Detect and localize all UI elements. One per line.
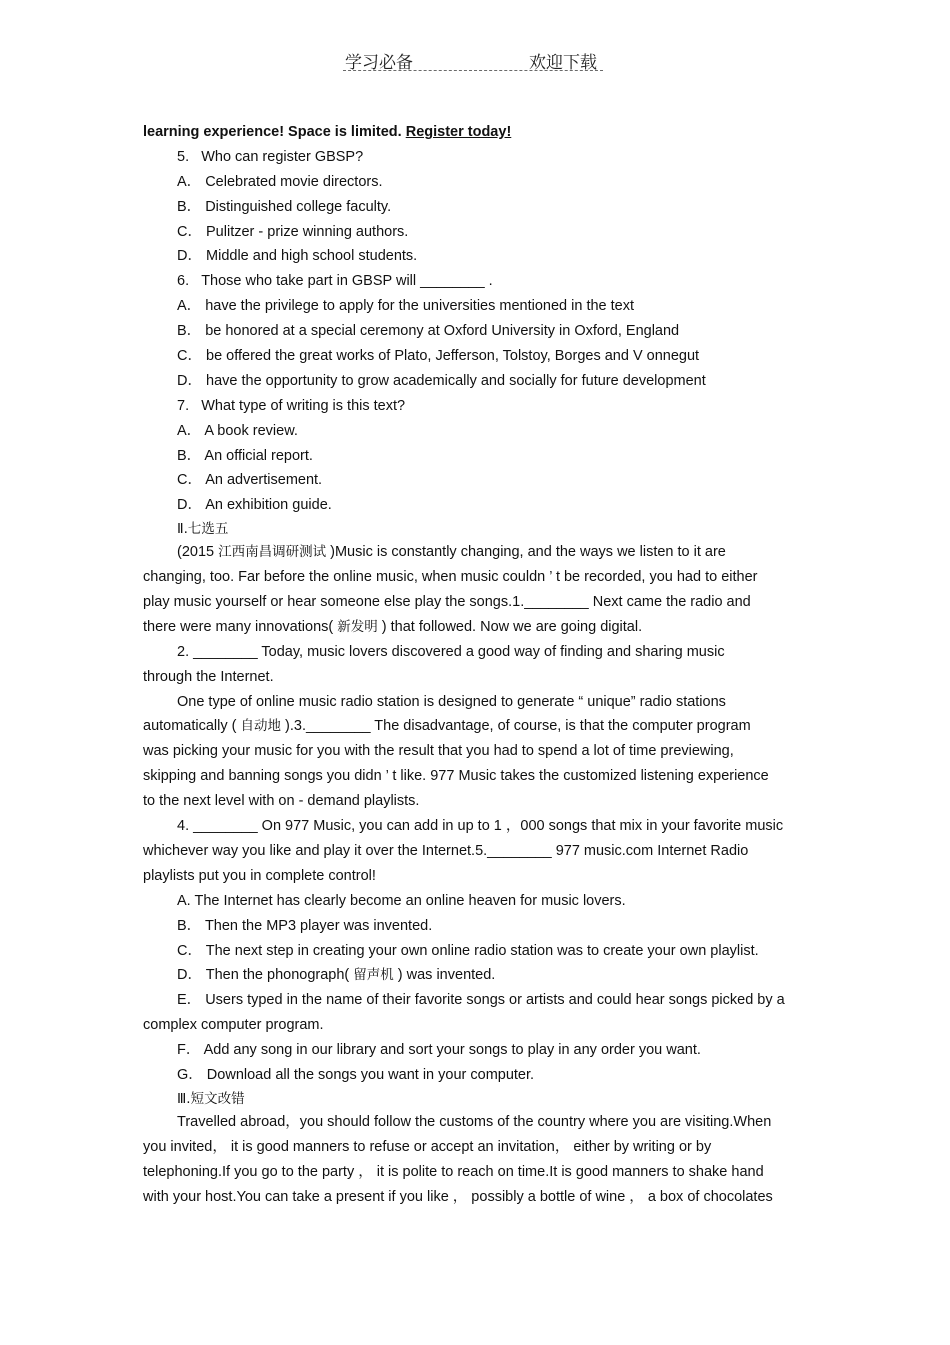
- passage-line: skipping and banning songs you didn ’ t like. 977 Music takes the customized listening experience: [143, 768, 769, 785]
- document-body: [143, 120, 808, 1209]
- passage-line: you invited， it is good manners to refuse or accept an invitation， either by writing or by: [143, 1138, 712, 1155]
- option-letter: B．: [177, 323, 202, 340]
- option-letter: C．: [177, 223, 202, 240]
- option-text: be honored at a special ceremony at Oxford University in Oxford, England: [205, 323, 680, 340]
- question-stem: What type of writing is this text?: [201, 397, 406, 414]
- option-text: Distinguished college faculty.: [205, 198, 392, 215]
- passage-line: Travelled abroad，you should follow the customs of the country where you are visiting.When: [177, 1113, 772, 1130]
- option-letter: A．: [177, 173, 202, 190]
- option-row: [143, 344, 808, 369]
- choice-option-e: E． Users typed in the name of their favorite songs or artists and could hear songs picked by a: [177, 992, 785, 1009]
- passage-line: playlists put you in complete control!: [143, 867, 376, 884]
- choice-option-e-cont: complex computer program.: [143, 1017, 324, 1034]
- question-stem: Those who take part in GBSP will ________ .: [201, 273, 493, 290]
- passage-text: automatically (: [143, 718, 241, 735]
- question-number: 5.: [177, 148, 190, 165]
- option-text: D． Then the phonograph(: [177, 967, 354, 984]
- choice-option-d: [143, 963, 808, 988]
- option-row: [143, 493, 808, 518]
- choice-option-g: G． Download all the songs you want in your computer.: [177, 1066, 535, 1083]
- question-stem: Who can register GBSP?: [201, 148, 364, 165]
- option-text: A book review.: [204, 422, 298, 439]
- choice-option-f: F． Add any song in our library and sort your songs to play in any order you want.: [177, 1042, 701, 1059]
- option-letter: A．: [177, 422, 202, 439]
- passage-line: One type of online music radio station is designed to generate “ unique” radio stations: [177, 693, 726, 710]
- question-5: [143, 145, 808, 170]
- passage-line: to the next level with on - demand playlists.: [143, 793, 420, 810]
- header-divider: [343, 70, 603, 71]
- passage-line: changing, too. Far before the online music, when music couldn ’ t be recorded, you had to either: [143, 569, 758, 586]
- passage-text: ) that followed. Now we are going digital.: [377, 618, 643, 635]
- passage-text-cjk: 自动地: [240, 718, 282, 735]
- option-text: Celebrated movie directors.: [205, 173, 383, 190]
- option-letter: B．: [177, 198, 202, 215]
- choice-option-c: C． The next step in creating your own online radio station was to create your own playlist.: [177, 942, 759, 959]
- option-row: [143, 419, 808, 444]
- option-text: Middle and high school students.: [206, 248, 418, 265]
- option-row: [143, 220, 808, 245]
- passage-line: [143, 540, 808, 565]
- question-number: 6.: [177, 273, 190, 290]
- option-letter: B．: [177, 447, 202, 464]
- option-row: [143, 244, 808, 269]
- page-header: [343, 46, 603, 72]
- register-link[interactable]: Register today!: [405, 124, 512, 140]
- section-3-title: Ⅲ.短文改错: [177, 1090, 245, 1107]
- option-text: have the opportunity to grow academically and socially for future development: [206, 372, 706, 389]
- passage-line: 2. ________ Today, music lovers discovered a good way of finding and sharing music: [177, 643, 725, 660]
- header-left-text: 学习必备: [345, 53, 413, 73]
- option-letter: D．: [177, 372, 202, 389]
- passage-text: there were many innovations(: [143, 618, 338, 635]
- passage-line: 4. ________ On 977 Music, you can add in up to 1 ，000 songs that mix in your favorite music: [177, 818, 784, 835]
- passage-text-cjk: 新发明: [337, 618, 378, 635]
- option-row: [143, 319, 808, 344]
- passage-line: with your host.You can take a present if you like ， possibly a bottle of wine ， a box of chocolates: [143, 1188, 773, 1205]
- option-text: An advertisement.: [205, 472, 323, 489]
- intro-text: learning experience! Space is limited.: [143, 124, 406, 140]
- choice-option-a: A. The Internet has clearly become an online heaven for music lovers.: [177, 892, 626, 909]
- passage-text: )Music is constantly changing, and the ways we listen to it are: [326, 544, 726, 561]
- option-row: [143, 444, 808, 469]
- passage-line: [143, 615, 808, 640]
- passage-line: through the Internet.: [143, 668, 274, 685]
- option-text: be offered the great works of Plato, Jefferson, Tolstoy, Borges and V onnegut: [206, 348, 700, 365]
- passage-line: was picking your music for you with the result that you had to spend a lot of time previewing,: [143, 743, 734, 760]
- intro-line: [143, 120, 808, 145]
- choice-option-b: B． Then the MP3 player was invented.: [177, 917, 433, 934]
- option-row: [143, 294, 808, 319]
- section-2-title: Ⅱ.七选五: [177, 521, 229, 538]
- option-letter: D．: [177, 248, 202, 265]
- question-6: [143, 269, 808, 294]
- option-text: Pulitzer - prize winning authors.: [206, 223, 409, 240]
- passage-line: [143, 714, 808, 739]
- option-text: ) was invented.: [393, 967, 496, 984]
- option-letter: D．: [177, 497, 202, 514]
- question-number: 7.: [177, 397, 190, 414]
- question-7: [143, 394, 808, 419]
- option-row: [143, 468, 808, 493]
- option-row: [143, 170, 808, 195]
- passage-line: whichever way you like and play it over the Internet.5.________ 977 music.com Internet Radio: [143, 842, 749, 859]
- option-text: An exhibition guide.: [205, 497, 332, 514]
- passage-line: play music yourself or hear someone else play the songs.1.________ Next came the radio and: [143, 594, 751, 611]
- option-row: [143, 195, 808, 220]
- option-text-cjk: 留声机: [353, 967, 394, 984]
- passage-text: (2015: [177, 544, 219, 561]
- option-row: [143, 369, 808, 394]
- option-letter: A．: [177, 298, 202, 315]
- option-letter: C．: [177, 472, 202, 489]
- passage-text-cjk: 江西南昌调研测试: [218, 544, 327, 561]
- header-right-text: 欢迎下载: [529, 53, 597, 73]
- passage-line: telephoning.If you go to the party ， it is polite to reach on time.It is good manners to shake hand: [143, 1163, 764, 1180]
- option-text: An official report.: [204, 447, 313, 464]
- option-text: have the privilege to apply for the universities mentioned in the text: [205, 298, 635, 315]
- passage-text: ).3.________ The disadvantage, of course, is that the computer program: [281, 718, 751, 735]
- option-letter: C．: [177, 348, 202, 365]
